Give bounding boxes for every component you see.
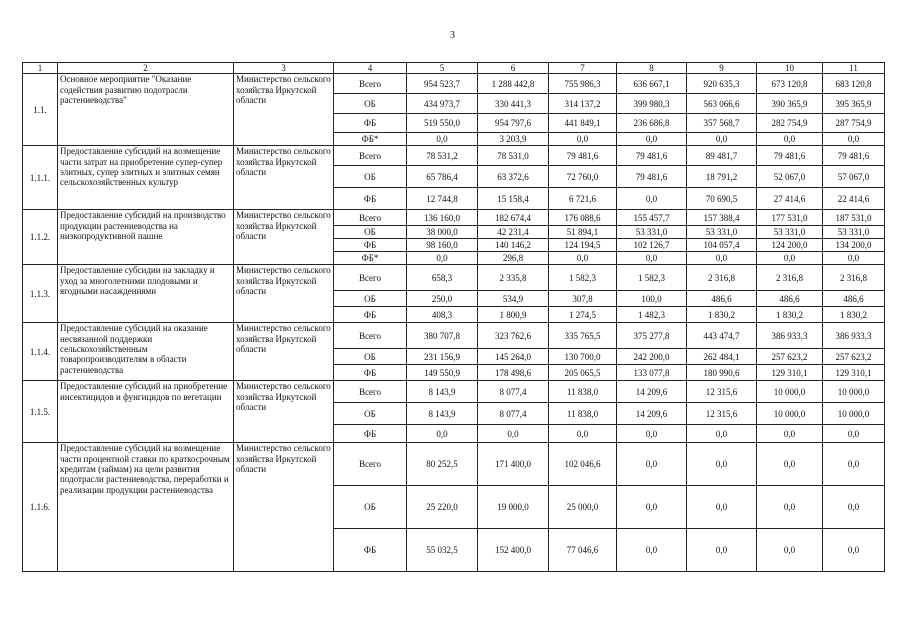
executor: Министерство сельского хозяйства Иркутской области bbox=[234, 443, 334, 572]
table-body bbox=[23, 74, 885, 572]
row-number: 1.1.4. bbox=[23, 323, 58, 381]
amount-cell: 1 274,5 bbox=[549, 307, 617, 323]
amount-cell: 0,0 bbox=[617, 133, 687, 146]
amount-cell: 53 331,0 bbox=[617, 226, 687, 239]
executor: Министерство сельского хозяйства Иркутской области bbox=[234, 210, 334, 265]
amount-cell: 51 894,1 bbox=[549, 226, 617, 239]
amount-cell: 443 474,7 bbox=[687, 323, 757, 349]
amount-cell: 257 623,2 bbox=[823, 349, 885, 365]
amount-cell: 0,0 bbox=[617, 252, 687, 265]
amount-cell: 0,0 bbox=[823, 133, 885, 146]
amount-cell: 10 000,0 bbox=[823, 403, 885, 425]
amount-cell: 0,0 bbox=[823, 529, 885, 572]
amount-cell: 954 523,7 bbox=[407, 74, 478, 94]
amount-cell: 683 120,8 bbox=[823, 74, 885, 94]
row-number: 1.1.6. bbox=[23, 443, 58, 572]
amount-cell: 102 046,6 bbox=[549, 443, 617, 486]
funding-source: Всего bbox=[334, 210, 407, 226]
amount-cell: 0,0 bbox=[757, 443, 823, 486]
amount-cell: 0,0 bbox=[617, 443, 687, 486]
amount-cell: 0,0 bbox=[687, 252, 757, 265]
table-row bbox=[23, 146, 885, 166]
amount-cell: 10 000,0 bbox=[823, 381, 885, 403]
executor: Министерство сельского хозяйства Иркутской области bbox=[234, 265, 334, 323]
amount-cell: 22 414,6 bbox=[823, 188, 885, 210]
amount-cell: 53 331,0 bbox=[823, 226, 885, 239]
amount-cell: 157 388,4 bbox=[687, 210, 757, 226]
amount-cell: 0,0 bbox=[687, 486, 757, 529]
amount-cell: 52 067,0 bbox=[757, 166, 823, 188]
amount-cell: 27 414,6 bbox=[757, 188, 823, 210]
amount-cell: 182 674,4 bbox=[478, 210, 549, 226]
table-row bbox=[23, 381, 885, 403]
funding-source: ФБ bbox=[334, 365, 407, 381]
column-header: 2 bbox=[58, 63, 234, 74]
amount-cell: 11 838,0 bbox=[549, 381, 617, 403]
funding-source: ФБ bbox=[334, 425, 407, 443]
amount-cell: 176 088,6 bbox=[549, 210, 617, 226]
table-row bbox=[23, 443, 885, 486]
amount-cell: 0,0 bbox=[617, 529, 687, 572]
amount-cell: 78 531,2 bbox=[407, 146, 478, 166]
amount-cell: 77 046,6 bbox=[549, 529, 617, 572]
amount-cell: 386 933,3 bbox=[823, 323, 885, 349]
amount-cell: 0,0 bbox=[687, 133, 757, 146]
amount-cell: 0,0 bbox=[757, 252, 823, 265]
funding-source: ФБ bbox=[334, 307, 407, 323]
amount-cell: 390 365,9 bbox=[757, 94, 823, 114]
amount-cell: 0,0 bbox=[617, 425, 687, 443]
amount-cell: 124 200,0 bbox=[757, 239, 823, 252]
amount-cell: 180 990,6 bbox=[687, 365, 757, 381]
funding-source: ФБ* bbox=[334, 252, 407, 265]
amount-cell: 0,0 bbox=[617, 188, 687, 210]
column-header: 10 bbox=[757, 63, 823, 74]
amount-cell: 152 400,0 bbox=[478, 529, 549, 572]
column-header: 11 bbox=[823, 63, 885, 74]
amount-cell: 1 830,2 bbox=[823, 307, 885, 323]
amount-cell: 257 623,2 bbox=[757, 349, 823, 365]
row-number: 1.1. bbox=[23, 74, 58, 146]
funding-source: ОБ bbox=[334, 94, 407, 114]
amount-cell: 12 315,6 bbox=[687, 403, 757, 425]
amount-cell: 72 760,0 bbox=[549, 166, 617, 188]
row-number: 1.1.5. bbox=[23, 381, 58, 443]
amount-cell: 15 158,4 bbox=[478, 188, 549, 210]
amount-cell: 0,0 bbox=[407, 133, 478, 146]
funding-source: ОБ bbox=[334, 349, 407, 365]
amount-cell: 79 481,6 bbox=[617, 146, 687, 166]
amount-cell: 242 200,0 bbox=[617, 349, 687, 365]
amount-cell: 14 209,6 bbox=[617, 381, 687, 403]
amount-cell: 563 066,6 bbox=[687, 94, 757, 114]
executor: Министерство сельского хозяйства Иркутской области bbox=[234, 323, 334, 381]
amount-cell: 0,0 bbox=[549, 252, 617, 265]
amount-cell: 155 457,7 bbox=[617, 210, 687, 226]
amount-cell: 335 765,5 bbox=[549, 323, 617, 349]
executor: Министерство сельского хозяйства Иркутской области bbox=[234, 146, 334, 210]
column-header: 6 bbox=[478, 63, 549, 74]
amount-cell: 395 365,9 bbox=[823, 94, 885, 114]
amount-cell: 124 194,5 bbox=[549, 239, 617, 252]
amount-cell: 53 331,0 bbox=[687, 226, 757, 239]
amount-cell: 38 000,0 bbox=[407, 226, 478, 239]
page-number: 3 bbox=[450, 30, 455, 41]
amount-cell: 2 316,8 bbox=[757, 265, 823, 291]
amount-cell: 134 200,0 bbox=[823, 239, 885, 252]
amount-cell: 1 830,2 bbox=[687, 307, 757, 323]
row-number: 1.1.1. bbox=[23, 146, 58, 210]
amount-cell: 1 582,3 bbox=[549, 265, 617, 291]
amount-cell: 8 077,4 bbox=[478, 381, 549, 403]
amount-cell: 519 550,0 bbox=[407, 114, 478, 133]
amount-cell: 42 231,4 bbox=[478, 226, 549, 239]
activity-name: Предоставление субсидий на возмещение части затрат на приобретение супер-супер элитных, супер элитных и элитных семян сельскохозяйственных культур bbox=[58, 146, 234, 210]
amount-cell: 0,0 bbox=[823, 486, 885, 529]
column-header: 3 bbox=[234, 63, 334, 74]
amount-cell: 178 498,6 bbox=[478, 365, 549, 381]
amount-cell: 262 484,1 bbox=[687, 349, 757, 365]
funding-source: Всего bbox=[334, 381, 407, 403]
amount-cell: 187 531,0 bbox=[823, 210, 885, 226]
amount-cell: 231 156,9 bbox=[407, 349, 478, 365]
amount-cell: 136 160,0 bbox=[407, 210, 478, 226]
amount-cell: 250,0 bbox=[407, 291, 478, 307]
amount-cell: 357 568,7 bbox=[687, 114, 757, 133]
column-header: 7 bbox=[549, 63, 617, 74]
amount-cell: 6 721,6 bbox=[549, 188, 617, 210]
funding-source: ОБ bbox=[334, 166, 407, 188]
funding-source: ОБ bbox=[334, 486, 407, 529]
amount-cell: 330 441,3 bbox=[478, 94, 549, 114]
amount-cell: 70 690,5 bbox=[687, 188, 757, 210]
amount-cell: 0,0 bbox=[407, 425, 478, 443]
amount-cell: 100,0 bbox=[617, 291, 687, 307]
activity-name: Основное мероприятие "Оказание содействия развитию подотрасли растениеводства" bbox=[58, 74, 234, 146]
amount-cell: 486,6 bbox=[823, 291, 885, 307]
amount-cell: 145 264,0 bbox=[478, 349, 549, 365]
amount-cell: 0,0 bbox=[823, 425, 885, 443]
amount-cell: 129 310,1 bbox=[757, 365, 823, 381]
table-row bbox=[23, 74, 885, 94]
amount-cell: 0,0 bbox=[823, 443, 885, 486]
funding-source: Всего bbox=[334, 443, 407, 486]
amount-cell: 11 838,0 bbox=[549, 403, 617, 425]
amount-cell: 0,0 bbox=[687, 529, 757, 572]
activity-name: Предоставление субсидий на возмещение части процентной ставки по краткосрочным кредитам (займам) на цели развития подотрасли растениеводства, переработки и реализации продукции растениеводства bbox=[58, 443, 234, 572]
amount-cell: 323 762,6 bbox=[478, 323, 549, 349]
funding-source: ФБ bbox=[334, 188, 407, 210]
amount-cell: 18 791,2 bbox=[687, 166, 757, 188]
amount-cell: 130 700,0 bbox=[549, 349, 617, 365]
funding-source: ФБ bbox=[334, 114, 407, 133]
amount-cell: 65 786,4 bbox=[407, 166, 478, 188]
amount-cell: 0,0 bbox=[549, 425, 617, 443]
amount-cell: 79 481,6 bbox=[823, 146, 885, 166]
amount-cell: 287 754,9 bbox=[823, 114, 885, 133]
funding-source: ФБ* bbox=[334, 133, 407, 146]
amount-cell: 78 531,0 bbox=[478, 146, 549, 166]
amount-cell: 55 032,5 bbox=[407, 529, 478, 572]
amount-cell: 133 077,8 bbox=[617, 365, 687, 381]
amount-cell: 0,0 bbox=[478, 425, 549, 443]
amount-cell: 408,3 bbox=[407, 307, 478, 323]
amount-cell: 102 126,7 bbox=[617, 239, 687, 252]
amount-cell: 25 000,0 bbox=[549, 486, 617, 529]
funding-source: Всего bbox=[334, 265, 407, 291]
activity-name: Предоставление субсидий на оказание несвязанной поддержки сельскохозяйственным товаропроизводителям в области растениеводства bbox=[58, 323, 234, 381]
activity-name: Предоставление субсидии на закладку и уход за многолетними плодовыми и ягодными насаждениями bbox=[58, 265, 234, 323]
amount-cell: 177 531,0 bbox=[757, 210, 823, 226]
amount-cell: 98 160,0 bbox=[407, 239, 478, 252]
amount-cell: 0,0 bbox=[407, 252, 478, 265]
amount-cell: 79 481,6 bbox=[757, 146, 823, 166]
funding-source: Всего bbox=[334, 323, 407, 349]
amount-cell: 0,0 bbox=[757, 133, 823, 146]
amount-cell: 140 146,2 bbox=[478, 239, 549, 252]
amount-cell: 0,0 bbox=[617, 486, 687, 529]
funding-source: ФБ bbox=[334, 529, 407, 572]
amount-cell: 25 220,0 bbox=[407, 486, 478, 529]
activity-name: Предоставление субсидий на приобретение инсектицидов и фунгицидов по вегетации bbox=[58, 381, 234, 443]
amount-cell: 296,8 bbox=[478, 252, 549, 265]
amount-cell: 0,0 bbox=[687, 443, 757, 486]
amount-cell: 79 481,6 bbox=[549, 146, 617, 166]
amount-cell: 1 288 442,8 bbox=[478, 74, 549, 94]
row-number: 1.1.3. bbox=[23, 265, 58, 323]
amount-cell: 380 707,8 bbox=[407, 323, 478, 349]
amount-cell: 636 667,1 bbox=[617, 74, 687, 94]
amount-cell: 1 482,3 bbox=[617, 307, 687, 323]
amount-cell: 282 754,9 bbox=[757, 114, 823, 133]
amount-cell: 307,8 bbox=[549, 291, 617, 307]
amount-cell: 2 335,8 bbox=[478, 265, 549, 291]
amount-cell: 0,0 bbox=[757, 529, 823, 572]
amount-cell: 8 143,9 bbox=[407, 381, 478, 403]
amount-cell: 954 797,6 bbox=[478, 114, 549, 133]
funding-source: Всего bbox=[334, 74, 407, 94]
amount-cell: 104 057,4 bbox=[687, 239, 757, 252]
budget-table bbox=[22, 62, 885, 572]
amount-cell: 0,0 bbox=[823, 252, 885, 265]
funding-source: Всего bbox=[334, 146, 407, 166]
amount-cell: 14 209,6 bbox=[617, 403, 687, 425]
amount-cell: 10 000,0 bbox=[757, 381, 823, 403]
column-header: 1 bbox=[23, 63, 58, 74]
amount-cell: 205 065,5 bbox=[549, 365, 617, 381]
amount-cell: 8 077,4 bbox=[478, 403, 549, 425]
amount-cell: 2 316,8 bbox=[823, 265, 885, 291]
amount-cell: 63 372,6 bbox=[478, 166, 549, 188]
amount-cell: 171 400,0 bbox=[478, 443, 549, 486]
funding-source: ОБ bbox=[334, 403, 407, 425]
amount-cell: 53 331,0 bbox=[757, 226, 823, 239]
amount-cell: 314 137,2 bbox=[549, 94, 617, 114]
amount-cell: 1 800,9 bbox=[478, 307, 549, 323]
amount-cell: 2 316,8 bbox=[687, 265, 757, 291]
funding-source: ОБ bbox=[334, 291, 407, 307]
funding-source: ОБ bbox=[334, 226, 407, 239]
amount-cell: 57 067,0 bbox=[823, 166, 885, 188]
amount-cell: 486,6 bbox=[687, 291, 757, 307]
table-row bbox=[23, 265, 885, 291]
amount-cell: 236 686,8 bbox=[617, 114, 687, 133]
column-header: 9 bbox=[687, 63, 757, 74]
amount-cell: 0,0 bbox=[757, 486, 823, 529]
column-header: 8 bbox=[617, 63, 687, 74]
amount-cell: 399 980,3 bbox=[617, 94, 687, 114]
amount-cell: 375 277,8 bbox=[617, 323, 687, 349]
table-row bbox=[23, 210, 885, 226]
funding-source: ФБ bbox=[334, 239, 407, 252]
amount-cell: 386 933,3 bbox=[757, 323, 823, 349]
amount-cell: 89 481,7 bbox=[687, 146, 757, 166]
row-number: 1.1.2. bbox=[23, 210, 58, 265]
amount-cell: 486,6 bbox=[757, 291, 823, 307]
amount-cell: 19 000,0 bbox=[478, 486, 549, 529]
amount-cell: 755 986,3 bbox=[549, 74, 617, 94]
amount-cell: 12 744,8 bbox=[407, 188, 478, 210]
amount-cell: 0,0 bbox=[687, 425, 757, 443]
executor: Министерство сельского хозяйства Иркутской области bbox=[234, 381, 334, 443]
amount-cell: 673 120,8 bbox=[757, 74, 823, 94]
amount-cell: 1 582,3 bbox=[617, 265, 687, 291]
amount-cell: 434 973,7 bbox=[407, 94, 478, 114]
amount-cell: 8 143,9 bbox=[407, 403, 478, 425]
activity-name: Предоставление субсидий на производство продукции растениеводства на низкопродуктивной пашне bbox=[58, 210, 234, 265]
amount-cell: 129 310,1 bbox=[823, 365, 885, 381]
amount-cell: 12 315,6 bbox=[687, 381, 757, 403]
amount-cell: 920 635,3 bbox=[687, 74, 757, 94]
amount-cell: 441 849,1 bbox=[549, 114, 617, 133]
amount-cell: 80 252,5 bbox=[407, 443, 478, 486]
amount-cell: 149 550,9 bbox=[407, 365, 478, 381]
amount-cell: 1 830,2 bbox=[757, 307, 823, 323]
header-row bbox=[23, 63, 885, 74]
executor: Министерство сельского хозяйства Иркутской области bbox=[234, 74, 334, 146]
column-header: 5 bbox=[407, 63, 478, 74]
amount-cell: 658,3 bbox=[407, 265, 478, 291]
amount-cell: 3 203,9 bbox=[478, 133, 549, 146]
table-row bbox=[23, 323, 885, 349]
amount-cell: 10 000,0 bbox=[757, 403, 823, 425]
amount-cell: 0,0 bbox=[757, 425, 823, 443]
amount-cell: 0,0 bbox=[549, 133, 617, 146]
column-header: 4 bbox=[334, 63, 407, 74]
amount-cell: 534,9 bbox=[478, 291, 549, 307]
amount-cell: 79 481,6 bbox=[617, 166, 687, 188]
